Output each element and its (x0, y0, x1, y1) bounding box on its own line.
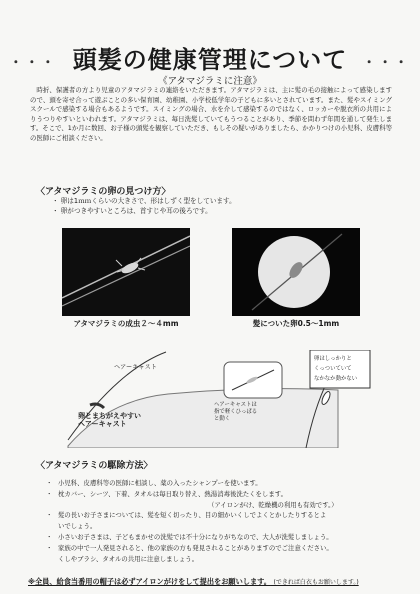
egg-note-line-3: なかなか動かない (314, 376, 358, 382)
adult-louse-caption: アタマジラミの成虫２～４mm (73, 319, 179, 328)
footer-note (28, 577, 359, 587)
title-main: 頭髪の健康管理について (72, 46, 348, 74)
egg-caption: 髪についた卵0.5～1mm (252, 319, 340, 328)
adult-louse-photo (62, 228, 190, 316)
easy-confuse-line-2: ヘアーキャスト (78, 420, 127, 428)
hair-cast-note-line-1: ヘアーキャストは (214, 402, 257, 408)
identify-bullet: ・ 卵は1ｍｍくらいの大きさで、形はしずく型をしています。 (52, 197, 236, 205)
page-title (0, 40, 420, 75)
egg-note-line-1: 卵はしっかりと (314, 356, 352, 362)
identify-bullet: ・ 卵がつきやすいところは、首すじや耳の後ろです。 (52, 207, 212, 215)
easy-confuse-label (78, 412, 141, 428)
subtitle: 《アタマジラミに注意》 (158, 76, 262, 87)
method-bullet: ・ 小児科、皮膚科等の医師に相談し、薬の入ったシャンプーを使います。 (46, 479, 262, 487)
identify-bullets (52, 196, 236, 216)
method-bullet: ・ 髪の長いお子さまについては、髪を短く切ったり、目の細かいくしでよくとかしたりするとよ (46, 511, 327, 520)
egg-note (314, 354, 357, 384)
intro-paragraph: 時折、保護者の方より児童のアタマジラミの連絡をいただきます。アタマジラミは、主に髪の毛の接触によって感染しますので、頭を寄せ合って遊ぶことの多い保育園、幼稚園、小学校低学年の子どもに多いとされています。また、髪やスイミングスクールで感染する場合もあるようです。スイミングの場合、水を介して感染するのではなく、ロッカーや脱衣所の共用によりうつりやすいといわれます。アタマジラミは、毎日洗髪していてもうつることがあり、季節を問わず年間を通して発生します。そこで、1か月に数回、お子様の頭髪を観察していただき、もしその疑いがありましたら、かかりつけの小児科、皮膚科等の医師にご相談ください。 (30, 86, 392, 142)
method-bullet: くしやブラシ、タオルの共用に注意しましょう。 (58, 554, 199, 563)
method-bullets (46, 478, 338, 564)
footer-small: (できれば白衣もお願いします。) (273, 579, 359, 586)
method-bullet: ・ 家族の中で一人発見されると、他の家族の方も発見されることがありますのでご注意ください。 (46, 543, 333, 552)
easy-confuse-line-1: 卵とまちがえやすい (78, 412, 141, 420)
footer-main: ※全員、給食当番用の帽子は必ずアイロンがけをして提出をお願いします。 (28, 577, 271, 586)
hair-cast-vs-egg-diagram (48, 350, 378, 448)
title-dots-right: ・・・ (362, 55, 411, 71)
hair-cast-note-line-3: と動く (214, 416, 231, 422)
egg-note-line-2: くっついていて (314, 366, 352, 372)
method-bullet: ・ 枕カバー、シーツ、下着、タオルは毎日取り替え、熱湯消毒後洗たくをします。 (46, 489, 287, 498)
method-bullet: いでしょう。 (58, 522, 97, 531)
title-dots-left: ・・・ (9, 55, 58, 71)
hair-cast-note-line-2: 指で軽くひっぱる (214, 409, 258, 415)
hair-cast-pointer-label: ヘアーキャスト (114, 364, 157, 371)
method-bullet: ・ 小さいお子さまは、子どもまかせの洗髪では不十分になりがちなので、大人が洗髪しましょう。 (46, 532, 333, 541)
method-bullet: （アイロンがけ、乾燥機の利用も有効です。） (208, 500, 338, 509)
hair-cast-note (214, 402, 257, 423)
egg-on-hair-photo (232, 228, 360, 316)
identify-heading: 〈アタマジラミの卵の見つけ方〉 (36, 187, 171, 197)
method-heading: 〈アタマジラミの駆除方法〉 (36, 461, 153, 471)
